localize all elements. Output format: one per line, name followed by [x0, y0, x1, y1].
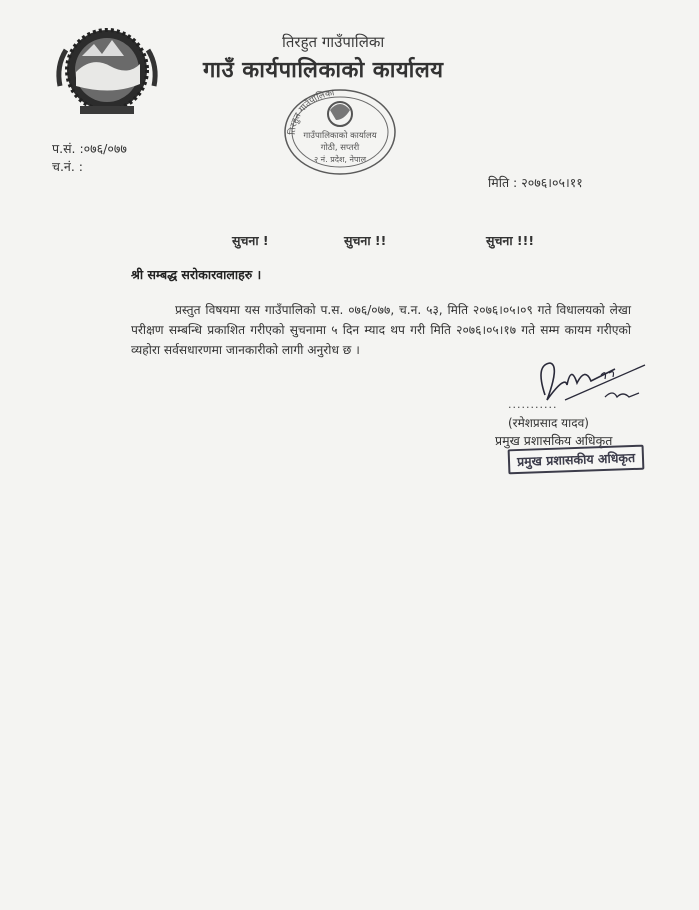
- designation-seal: प्रमुख प्रशासकीय अधिकृत: [508, 445, 645, 475]
- office-title: गाउँ कार्यपालिकाको कार्यालय: [203, 58, 444, 83]
- notice-heading-3: सुचना !!!: [486, 233, 535, 248]
- office-stamp: [270, 80, 410, 180]
- notice-heading-1: सुचना !: [232, 233, 269, 248]
- salutation: श्री सम्बद्ध सरोकारवालाहरु ।: [131, 267, 262, 282]
- office-name: तिरहुत गाउँपालिका: [282, 33, 385, 51]
- notice-body-text: प्रस्तुत विषयमा यस गाउँपालिको प.स. ०७६/०७७, च.न. ५३, मिति २०७६।०५।०९ गते विधालयको लेखा परीक्षण सम्बन्धि प्रकाशित गरीएको सुचनामा ५ दिन म्याद थप गरी मिति २०७६।०५।१७ गते सम्म कायम गरीएको व्यहोरा सर्वसधारणमा जानकारीको लागी अनुरोध छ ।: [131, 303, 631, 357]
- signer-title: प्रमुख प्रशासकिय अधिकृत: [495, 433, 613, 448]
- stamp-text-2: गाउँपालिकाको कार्यालय: [303, 131, 377, 141]
- nepal-emblem-icon: [52, 26, 162, 118]
- stamp-text-1: तिरहुत गाउँपालिका: [287, 88, 336, 136]
- notice-body: [131, 300, 631, 360]
- letter-date: मिति : २०७६।०५।११: [488, 175, 583, 190]
- reference-number: प.सं. :०७६/०७७: [52, 141, 127, 156]
- stamp-text-3: गोठी, सप्तरी: [320, 143, 360, 153]
- stamp-text-4: २ नं. प्रदेश, नेपाल: [313, 155, 367, 164]
- signer-name: (रमेशप्रसाद यादव): [508, 416, 589, 430]
- dispatch-number: च.नं. :: [52, 159, 84, 174]
- signature-line: ...........: [508, 398, 558, 411]
- notice-heading-2: सुचना !!: [344, 233, 387, 248]
